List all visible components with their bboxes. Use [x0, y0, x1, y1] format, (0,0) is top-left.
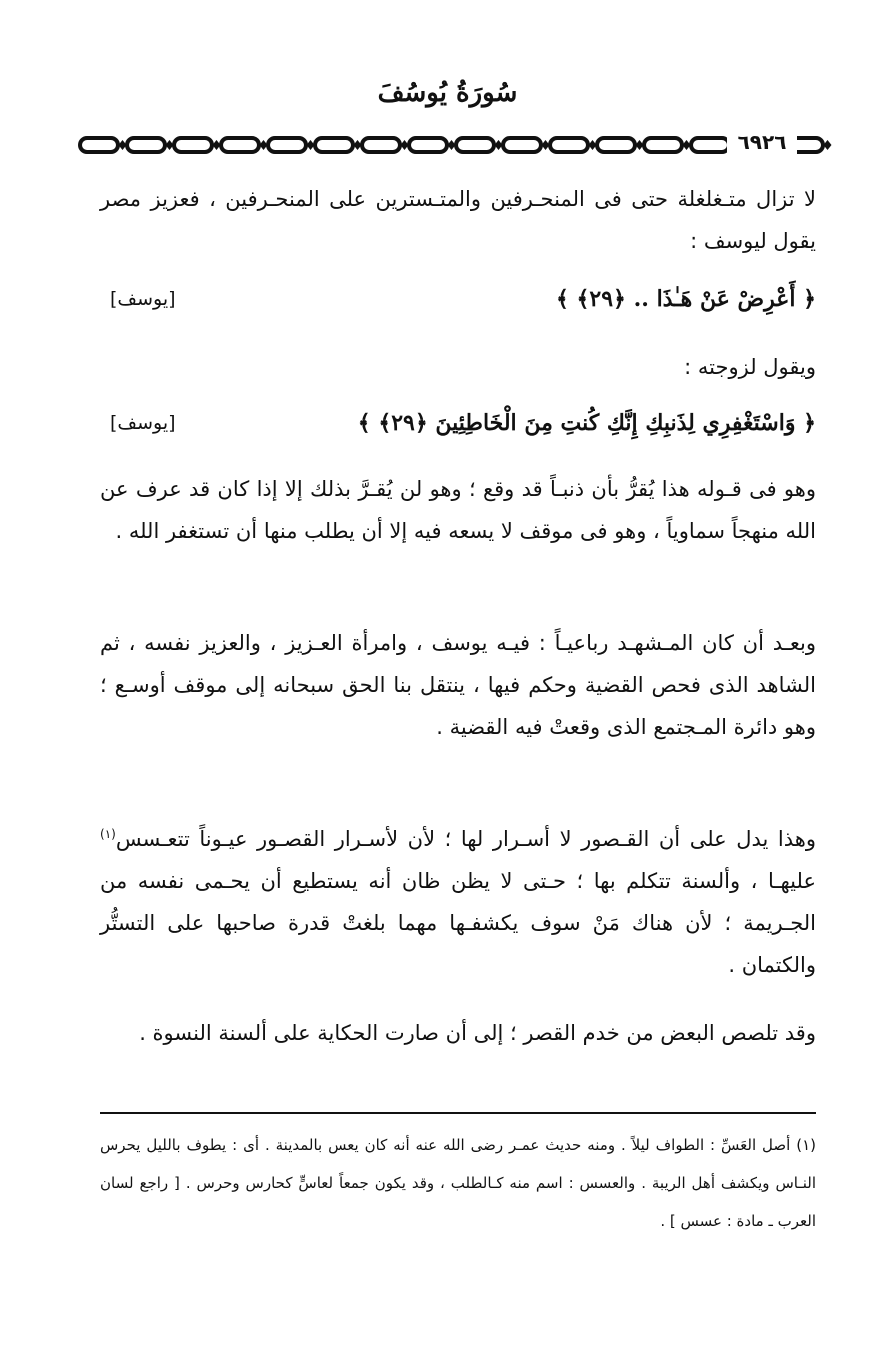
verse-1-reference: [يوسف] [110, 288, 176, 310]
paragraph-1: وهو فى قـوله هذا يُقرُّ بأن ذنبـاً قد وقع ؛ وهو لن يُقـرَّ بذلك إلا إذا كان قد عرف عن الله منهجاً سماوياً ، وهو فى موقف لا يسعه فيه إلا أن يطلب منها أن تستغفر الله . [100, 477, 816, 543]
paragraph-3-end: عليهـا ، وألسنة تتكلم بها ؛ حـتى لا يظن ظان أنه يستطيع أن يحـمى نفسه من الجـريمة ؛ لأن هناك مَنْ سوف يكشفـها مهما بلغتْ قدرة صاحبها على التستُّر والكتمان . [100, 869, 816, 977]
verse-1-text: ﴿ أَعْرِضْ عَنْ هَـٰذَا .. ﴿٢٩﴾ ﴾ [555, 286, 816, 312]
verse-2-text: ﴿ وَاسْتَغْفِرِي لِذَنبِكِ إِنَّكِ كُنتِ مِنَ الْخَاطِئِينَ ﴿٢٩﴾ ﴾ [357, 410, 816, 436]
page-number: ٦٩٢٦ [727, 130, 797, 154]
intro-paragraph: لا تزال متـغلغلة حتى فى المنحـرفين والمتـسترين على المنحـرفين ، فعزيز مصر يقول ليوسف : [100, 187, 816, 253]
paragraph-4: وقد تلصص البعض من خدم القصر ؛ إلى أن صارت الحكاية على ألسنة النسوة . [139, 1021, 816, 1045]
verse-2-reference: [يوسف] [110, 412, 176, 434]
paragraph-2: وبعـد أن كان المـشهـد رباعيـاً : فيـه يوسف ، وامرأة العـزيز ، والعزيز نفسه ، ثم الشاهد الذى فحص القضية وحكم فيها ، ينتقل بنا الحق سبحانه إلى موقف أوسـع ؛ وهو دائرة المـجتمع الذى وقعتْ فيه القضية . [100, 631, 816, 739]
quran-verse-1 [100, 286, 816, 330]
footnote-marker: (١) [100, 827, 116, 841]
paragraph-3 [100, 818, 816, 986]
ornamental-border [78, 132, 840, 158]
footnote-divider [100, 1112, 816, 1114]
paragraph-3-start: وهذا يدل على أن القـصور لا أسـرار لها ؛ لأن لأسـرار القصـور عيـوناً تتعـسس [115, 827, 816, 851]
ornament-chain-icon [78, 132, 840, 158]
quran-verse-2 [100, 410, 816, 454]
footnote: (١) أصل العَسِّ : الطواف ليلاً . ومنه حديث عمـر رضى الله عنه أنه كان يعس بالمدينة . أى : يطوف بالليل يحرس النـاس ويكشف أهل الريبة . والعسس : اسم منه كـالطلب ، وقد يكون جمعاً لعاسٍّ كحارس وحرس . [ راجع لسان العرب ـ مادة : عسس ] . [100, 1136, 816, 1230]
wife-intro-line: ويقول لزوجته : [684, 355, 816, 379]
surah-title: سُورَةُ يُوسُفَ [377, 78, 518, 108]
